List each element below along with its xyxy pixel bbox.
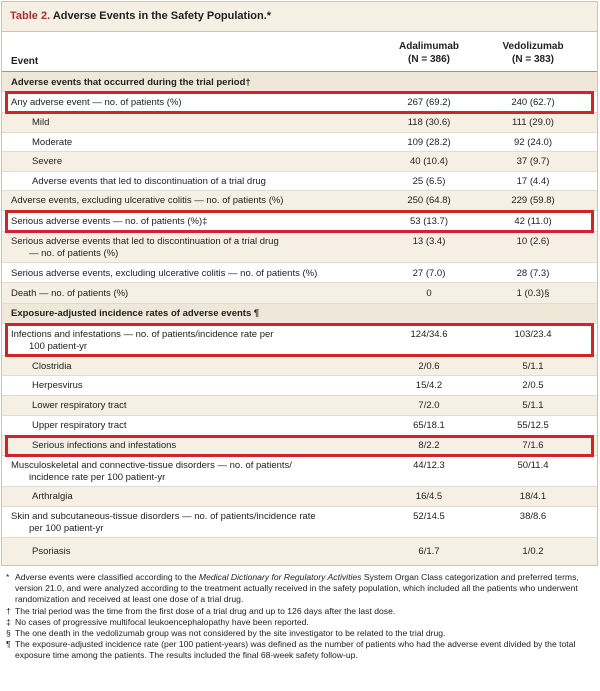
value-vedolizumab: 50/11.4 [517,460,549,471]
row-label [11,236,279,260]
header-vedolizumab-name: Vedolizumab [502,41,564,52]
footnote-trial-period [6,606,594,617]
row-label: Serious adverse events — no. of patients (%)‡ [11,216,208,227]
table-number: Table 2. [10,10,51,22]
value-vedolizumab: 38/8.6 [519,511,547,522]
footnote-text-a: Adverse events were classified according to the [15,572,199,582]
footnote-text: The trial period was the time from the first dose of a trial drug and up to 126 days after the last dose. [15,605,396,616]
footnote-text-b: System Organ Class categorization and preferred terms, version 21.0, and were analyzed according to the treatment actually received in the safety population, which included all the patients who underwent randomization and received at least one dose of a trial drug. [15,572,579,605]
value-adalimumab: 267 (69.2) [407,97,451,108]
row-label: Adverse events, excluding ulcerative colitis — no. of patients (%) [11,195,284,206]
value-adalimumab: 15/4.2 [415,380,443,391]
value-vedolizumab: 2/0.5 [522,380,544,391]
table-header [2,32,597,72]
value-vedolizumab: 1/0.2 [522,546,544,557]
table-row [2,92,597,113]
footnote-mark: ¶ [6,639,11,650]
value-vedolizumab: 17 (4.4) [516,176,550,187]
value-vedolizumab: 5/1.1 [522,361,544,372]
value-vedolizumab: 42 (11.0) [514,216,552,227]
row-label [11,329,273,353]
table-title-bar [2,2,597,32]
row-label-line1: Infections and infestations — no. of patients/incidence rate per [11,329,274,340]
header-vedolizumab-n: (N = 383) [512,54,554,65]
value-adalimumab: 6/1.7 [418,546,440,557]
header-event: Event [11,56,39,67]
table-row [2,172,597,191]
row-label-line1: Musculoskeletal and connective-tissue disorders — no. of patients/ [11,460,292,471]
value-vedolizumab: 1 (0.3)§ [516,288,550,299]
table-row [2,191,597,211]
footnote-classification [6,572,594,606]
value-vedolizumab: 229 (59.8) [511,195,555,206]
value-adalimumab: 118 (30.6) [407,117,451,128]
value-adalimumab: 16/4.5 [415,491,443,502]
value-vedolizumab: 103/23.4 [514,329,552,340]
footnote-mark: § [6,628,11,639]
value-adalimumab: 109 (28.2) [407,137,451,148]
value-adalimumab: 65/18.1 [413,420,445,431]
value-adalimumab: 8/2.2 [418,440,440,451]
footnote-exposure-rate [6,639,594,661]
footnote-pml [6,617,594,628]
value-adalimumab: 250 (64.8) [407,195,451,206]
footnote-text: The exposure-adjusted incidence rate (per 100 patient-years) was defined as the number of patients who had the adverse event divided by the total exposure time among the patients. The results included the final 68-week safety follow-up. [15,639,576,661]
row-label-line2: incidence rate per 100 patient-yr [29,472,166,483]
value-adalimumab: 124/34.6 [410,329,448,340]
table-row [2,133,597,152]
table-row [2,487,597,507]
row-label: Severe [32,156,63,167]
row-label: Serious infections and infestations [32,440,177,451]
value-vedolizumab: 28 (7.3) [516,268,550,279]
row-label: Psoriasis [32,546,71,557]
value-adalimumab: 25 (6.5) [412,176,446,187]
header-adalimumab-name: Adalimumab [398,41,459,52]
table-row [2,211,597,232]
row-label: Mild [32,117,50,128]
footnotes [6,572,594,662]
footnote-text-italic: Medical Dictionary for Regulatory Activities [198,572,362,582]
value-adalimumab: 52/14.5 [413,511,445,522]
value-vedolizumab: 7/1.6 [522,440,544,451]
row-label: Upper respiratory tract [32,420,127,431]
row-label-line2: — no. of patients (%) [29,248,119,259]
table-row [2,356,597,376]
row-label [11,511,316,535]
row-label-line2: per 100 patient-yr [29,523,104,534]
footnote-mark: * [6,572,10,582]
table-row [2,376,597,396]
table-row [2,456,597,487]
table-row [2,507,597,538]
value-adalimumab: 13 (3.4) [412,236,446,247]
row-label: Any adverse event — no. of patients (%) [11,97,182,108]
value-vedolizumab: 10 (2.6) [516,236,550,247]
header-vedolizumab [478,40,588,66]
value-vedolizumab: 18/4.1 [519,491,547,502]
value-adalimumab: 44/12.3 [413,460,445,471]
table-frame [1,1,598,566]
section-label: Exposure-adjusted incidence rates of adverse events ¶ [11,308,260,319]
row-label: Serious adverse events, excluding ulcerative colitis — no. of patients (%) [11,268,318,279]
footnote-text: The one death in the vedolizumab group was not considered by the site investigator to be related to the trial drug. [15,628,446,639]
row-label-line2: 100 patient-yr [29,341,88,352]
table-row [2,436,597,456]
table-row [2,263,597,283]
table-row [2,416,597,436]
row-label: Moderate [32,137,73,148]
value-adalimumab: 27 (7.0) [412,268,446,279]
row-label: Death — no. of patients (%) [11,288,129,299]
table-row [2,538,597,566]
row-label-line1: Skin and subcutaneous-tissue disorders — no. of patients/incidence rate [11,511,316,522]
table-row [2,152,597,172]
row-label-line1: Serious adverse events that led to discontinuation of a trial drug [11,236,279,247]
header-adalimumab [374,40,484,66]
value-adalimumab: 0 [426,288,432,299]
row-label: Herpesvirus [32,380,83,391]
footnote-mark: ‡ [6,616,11,627]
section-label: Adverse events that occurred during the trial period† [11,77,251,88]
value-vedolizumab: 92 (24.0) [513,137,553,148]
table-row [2,324,597,356]
header-adalimumab-n: (N = 386) [408,54,450,65]
value-vedolizumab: 240 (62.7) [511,97,555,108]
section-row-trial-period [2,72,597,92]
value-adalimumab: 2/0.6 [418,361,440,372]
value-adalimumab: 40 (10.4) [409,156,449,167]
footnote-text: No cases of progressive multifocal leukoencephalopathy have been reported. [15,616,309,627]
footnote-death [6,628,594,639]
row-label: Lower respiratory tract [32,400,127,411]
value-vedolizumab: 37 (9.7) [516,156,550,167]
row-label: Arthralgia [32,491,73,502]
value-adalimumab: 7/2.0 [418,400,440,411]
table-row [2,283,597,304]
footnote-mark: † [6,605,11,616]
table-title-text: Adverse Events in the Safety Population.* [52,10,272,22]
row-label: Clostridia [32,361,72,372]
table-title [10,10,271,22]
section-row-exposure-adjusted [2,304,597,324]
value-adalimumab: 53 (13.7) [409,216,449,227]
value-vedolizumab: 111 (29.0) [512,117,554,128]
value-vedolizumab: 5/1.1 [522,400,544,411]
row-label: Adverse events that led to discontinuation of a trial drug [32,176,266,187]
table-row [2,396,597,416]
table-row [2,113,597,133]
table-row [2,232,597,263]
row-label [11,460,292,484]
value-vedolizumab: 55/12.5 [517,420,549,431]
